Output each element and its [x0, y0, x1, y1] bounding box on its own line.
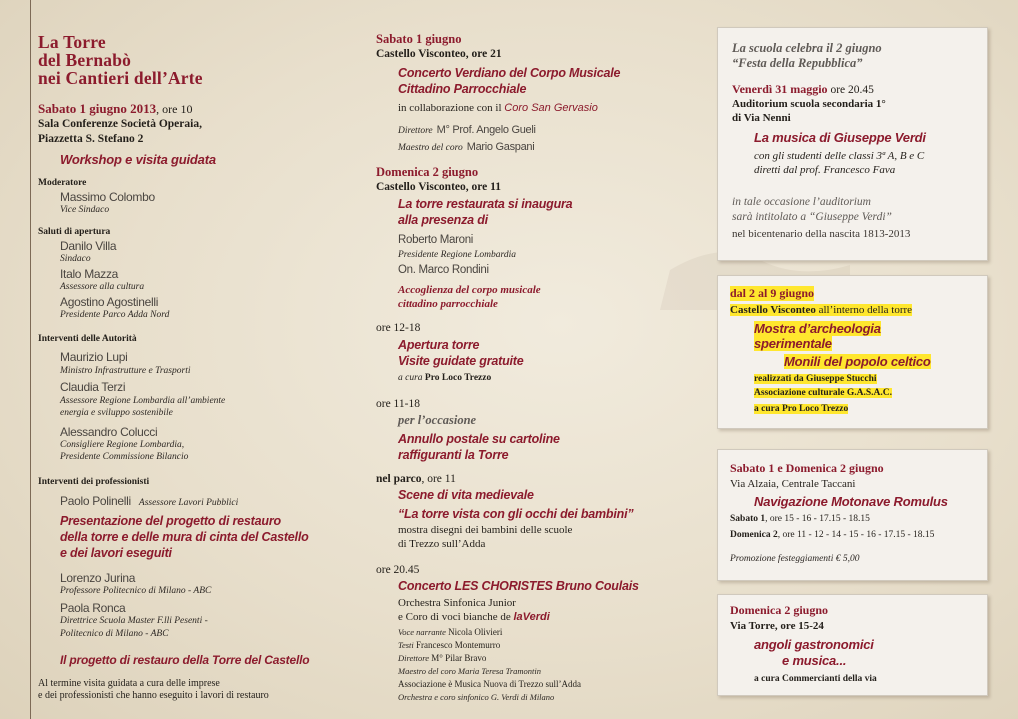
torre-bambini: “La torre vista con gli occhi dei bambini” — [398, 507, 634, 521]
presentazione-3: e dei lavori eseguiti — [60, 546, 172, 560]
nav-domenica — [730, 530, 934, 540]
auditorium-1: Auditorium scuola secondaria 1° — [732, 98, 886, 110]
workshop-date: Sabato 1 giugno 2013 — [38, 101, 157, 116]
voce-line — [398, 627, 502, 637]
annullo-1: Annullo postale su cartoline — [398, 432, 560, 446]
maestro-label: Maestro del coro — [398, 143, 463, 153]
polinelli-role: Assessore Lavori Pubblici — [138, 498, 239, 508]
presentazione-1: Presentazione del progetto di restauro — [60, 514, 281, 528]
autorita-name-1: Maurizio Lupi — [60, 350, 128, 364]
bicentenario: nel bicentenario della nascita 1813-2013 — [732, 228, 911, 240]
orchestra-verdi: Orchestra e coro sinfonico G. Verdi di Milano — [398, 692, 555, 702]
saluti-label: Saluti di apertura — [38, 227, 111, 237]
box-navigazione — [717, 449, 988, 581]
ronca-name: Paola Ronca — [60, 601, 126, 615]
nav-promo: Promozione festeggiamenti € 5,00 — [730, 554, 860, 564]
moderatore-role: Vice Sindaco — [60, 205, 110, 215]
title-line-1: La Torre — [38, 32, 106, 52]
moderatore-name: Massimo Colombo — [60, 190, 155, 204]
cura-line — [398, 373, 491, 383]
gastro-venue: Via Torre, ore 15-24 — [730, 620, 824, 632]
associazione-gasac: Associazione culturale G.A.S.A.C. — [754, 388, 893, 398]
mostra-date: dal 2 al 9 giugno — [730, 286, 815, 300]
nav-title: Navigazione Motonave Romulus — [754, 494, 948, 509]
ore-11-18: ore 11-18 — [376, 398, 420, 410]
nav-date: Sabato 1 e Domenica 2 giugno — [730, 461, 884, 475]
mostra-venue-rest: all’interno della torre — [815, 304, 913, 316]
autorita-role-2a: Assessore Regione Lombardia all’ambiente — [60, 396, 226, 406]
venerdi-line — [732, 82, 874, 97]
ronca-role-1: Direttrice Scuola Master F.lli Pesenti - — [60, 616, 208, 626]
scene-medievali: Scene di vita medievale — [398, 488, 534, 502]
choristes-title: Concerto LES CHORISTES Bruno Coulais — [398, 579, 639, 593]
collab-prefix: in collaborazione con il — [398, 102, 505, 114]
gastro-date: Domenica 2 giugno — [730, 603, 829, 617]
title-line-2: del Bernabò — [38, 50, 132, 70]
studenti-1: con gli studenti delle classi 3ª A, B e C — [754, 150, 925, 162]
jurina-name: Lorenzo Jurina — [60, 571, 136, 585]
mostra-venue — [730, 304, 912, 316]
nav-domenica-times: , ore 11 - 12 - 14 - 15 - 16 - 17.15 - 18.15 — [777, 530, 935, 540]
workshop-venue-2: Piazzetta S. Stefano 2 — [38, 133, 144, 145]
footer-line-1: Al termine visita guidata a cura delle imprese — [38, 678, 220, 689]
gastro-cura: a cura Commercianti della via — [754, 674, 877, 684]
title-line-3: nei Cantieri dell’Arte — [38, 68, 203, 88]
testi-label: Testi — [398, 640, 414, 650]
testi-name: Francesco Montemurro — [416, 640, 501, 650]
direttore-name: M° Prof. Angelo Gueli — [436, 124, 536, 136]
rondini-name: On. Marco Rondini — [398, 264, 489, 276]
autorita-name-3: Alessandro Colucci — [60, 425, 158, 439]
mostra-disegni-1: mostra disegni dei bambini delle scuole — [398, 524, 573, 536]
venerdi-date: Venerdì 31 maggio — [732, 82, 828, 96]
prof-label: Interventi dei professionisti — [38, 477, 150, 487]
nav-venue: Via Alzaia, Centrale Taccani — [730, 478, 856, 490]
nav-sabato-times: , ore 15 - 16 - 17.15 - 18.15 — [765, 514, 870, 524]
parco-line — [376, 473, 456, 485]
accoglienza-1: Accoglienza del corpo musicale — [398, 284, 541, 296]
monili-celtico: Monili del popolo celtico — [784, 354, 931, 369]
per-occasione: per l’occasione — [398, 413, 477, 427]
presentazione-2: della torre e delle mura di cinta del Castello — [60, 530, 309, 544]
dir-label: Direttore — [398, 653, 430, 663]
saluti-name-1: Danilo Villa — [60, 239, 117, 253]
workshop-venue-1: Sala Conferenze Società Operaia, — [38, 118, 202, 130]
domenica-date: Domenica 2 giugno — [376, 165, 479, 179]
saluti-role-3: Presidente Parco Adda Nord — [60, 310, 170, 320]
direttore-label: Direttore — [398, 126, 433, 136]
footer-line-2: e dei professionisti che hanno eseguito i lavori di restauro — [38, 690, 269, 701]
autorita-label: Interventi delle Autorità — [38, 334, 137, 344]
sabato-venue: Castello Visconteo, ore 21 — [376, 48, 502, 60]
nav-sabato — [730, 514, 870, 524]
polinelli-line — [60, 492, 238, 510]
sabato-date: Sabato 1 giugno — [376, 32, 462, 46]
festa-line-2: “Festa della Repubblica” — [732, 56, 863, 70]
nav-sabato-label: Sabato 1 — [730, 514, 766, 524]
box-festa-repubblica — [717, 27, 988, 261]
maestro-line — [398, 137, 534, 155]
testi-line — [398, 640, 500, 650]
ore-2045: ore 20.45 — [376, 564, 420, 576]
maroni-role: Presidente Regione Lombardia — [398, 250, 517, 260]
associazione-musica: Associazione è Musica Nuova di Trezzo sull’Adda — [398, 679, 581, 689]
autorita-role-1: Ministro Infrastrutture e Trasporti — [60, 366, 191, 376]
voce-label: Voce narrante — [398, 627, 446, 637]
coro-prefix: e Coro di voci bianche de — [398, 611, 514, 623]
box-mostra-archeologia — [717, 275, 988, 429]
nav-domenica-label: Domenica 2 — [730, 530, 778, 540]
dir-name: M° Pilar Bravo — [431, 653, 487, 663]
coro-name: laVerdi — [513, 611, 550, 623]
mostra-disegni-2: di Trezzo sull’Adda — [398, 538, 486, 550]
cura-org: Pro Loco Trezzo — [424, 373, 492, 383]
polinelli-name: Paolo Polinelli — [60, 494, 131, 508]
left-margin-rule — [30, 0, 31, 719]
auditorium-2: di Via Nenni — [732, 112, 791, 124]
festa-line-1: La scuola celebra il 2 giugno — [732, 41, 882, 55]
saluti-role-1: Sindaco — [60, 254, 91, 264]
dir-line — [398, 653, 486, 663]
box-gastronomia — [717, 594, 988, 696]
maestro-coro-2: Maestro del coro Maria Teresa Tramontin — [398, 666, 542, 676]
parco-prefix: nel parco — [376, 473, 422, 485]
direttore-line — [398, 120, 536, 138]
gastro-title-2: e musica... — [782, 653, 847, 668]
saluti-name-3: Agostino Agostinelli — [60, 295, 159, 309]
occasione-1: in tale occasione l’auditorium — [732, 196, 871, 208]
jurina-role: Professore Politecnico di Milano - ABC — [60, 586, 212, 596]
apertura-2: Visite guidate gratuite — [398, 354, 524, 368]
gastro-title-1: angoli gastronomici — [754, 637, 874, 652]
inaugura-1: La torre restaurata si inaugura — [398, 197, 573, 211]
studenti-2: diretti dal prof. Francesco Fava — [754, 164, 896, 176]
apertura-1: Apertura torre — [398, 338, 480, 352]
voce-name: Nicola Olivieri — [448, 627, 503, 637]
venerdi-time: ore 20.45 — [827, 84, 874, 96]
moderatore-label: Moderatore — [38, 178, 87, 188]
mostra-title-2: sperimentale — [754, 336, 832, 351]
mostra-title-1: Mostra d’archeologia — [754, 321, 881, 336]
cura-prefix: a cura — [398, 373, 425, 383]
maestro-name: Mario Gaspani — [466, 141, 535, 153]
autorita-role-3b: Presidente Commissione Bilancio — [60, 452, 189, 462]
autorita-name-2: Claudia Terzi — [60, 380, 126, 394]
realizzati-da: realizzati da Giuseppe Stucchi — [754, 374, 877, 384]
workshop-event: Workshop e visita guidata — [60, 152, 216, 167]
collab-line — [398, 102, 598, 114]
mostra-cura: a cura Pro Loco Trezzo — [754, 404, 849, 414]
maroni-name: Roberto Maroni — [398, 234, 474, 246]
workshop-date-line — [38, 100, 192, 118]
domenica-venue: Castello Visconteo, ore 11 — [376, 181, 501, 193]
concerto-verdiano-1: Concerto Verdiano del Corpo Musicale — [398, 66, 621, 80]
occasione-2: sarà intitolato a “Giuseppe Verdi” — [732, 211, 892, 223]
orchestra-junior: Orchestra Sinfonica Junior — [398, 597, 516, 609]
accoglienza-2: cittadino parrocchiale — [398, 298, 498, 310]
annullo-2: raffiguranti la Torre — [398, 448, 509, 462]
workshop-time: , ore 10 — [156, 102, 193, 116]
collab-coro: Coro San Gervasio — [504, 102, 598, 114]
coro-line — [398, 611, 550, 623]
parco-time: , ore 11 — [421, 473, 456, 485]
ronca-role-2: Politecnico di Milano - ABC — [60, 629, 169, 639]
ore-12-18: ore 12-18 — [376, 322, 421, 334]
autorita-role-3a: Consigliere Regione Lombardia, — [60, 440, 185, 450]
autorita-role-2b: energia e sviluppo sostenibile — [60, 408, 173, 418]
saluti-role-2: Assessore alla cultura — [60, 282, 145, 292]
concerto-verdiano-2: Cittadino Parrocchiale — [398, 82, 527, 96]
progetto-restauro: Il progetto di restauro della Torre del Castello — [60, 653, 310, 667]
inaugura-2: alla presenza di — [398, 213, 488, 227]
mostra-venue-bold: Castello Visconteo — [730, 304, 816, 316]
saluti-name-2: Italo Mazza — [60, 267, 119, 281]
musica-verdi: La musica di Giuseppe Verdi — [754, 130, 926, 145]
